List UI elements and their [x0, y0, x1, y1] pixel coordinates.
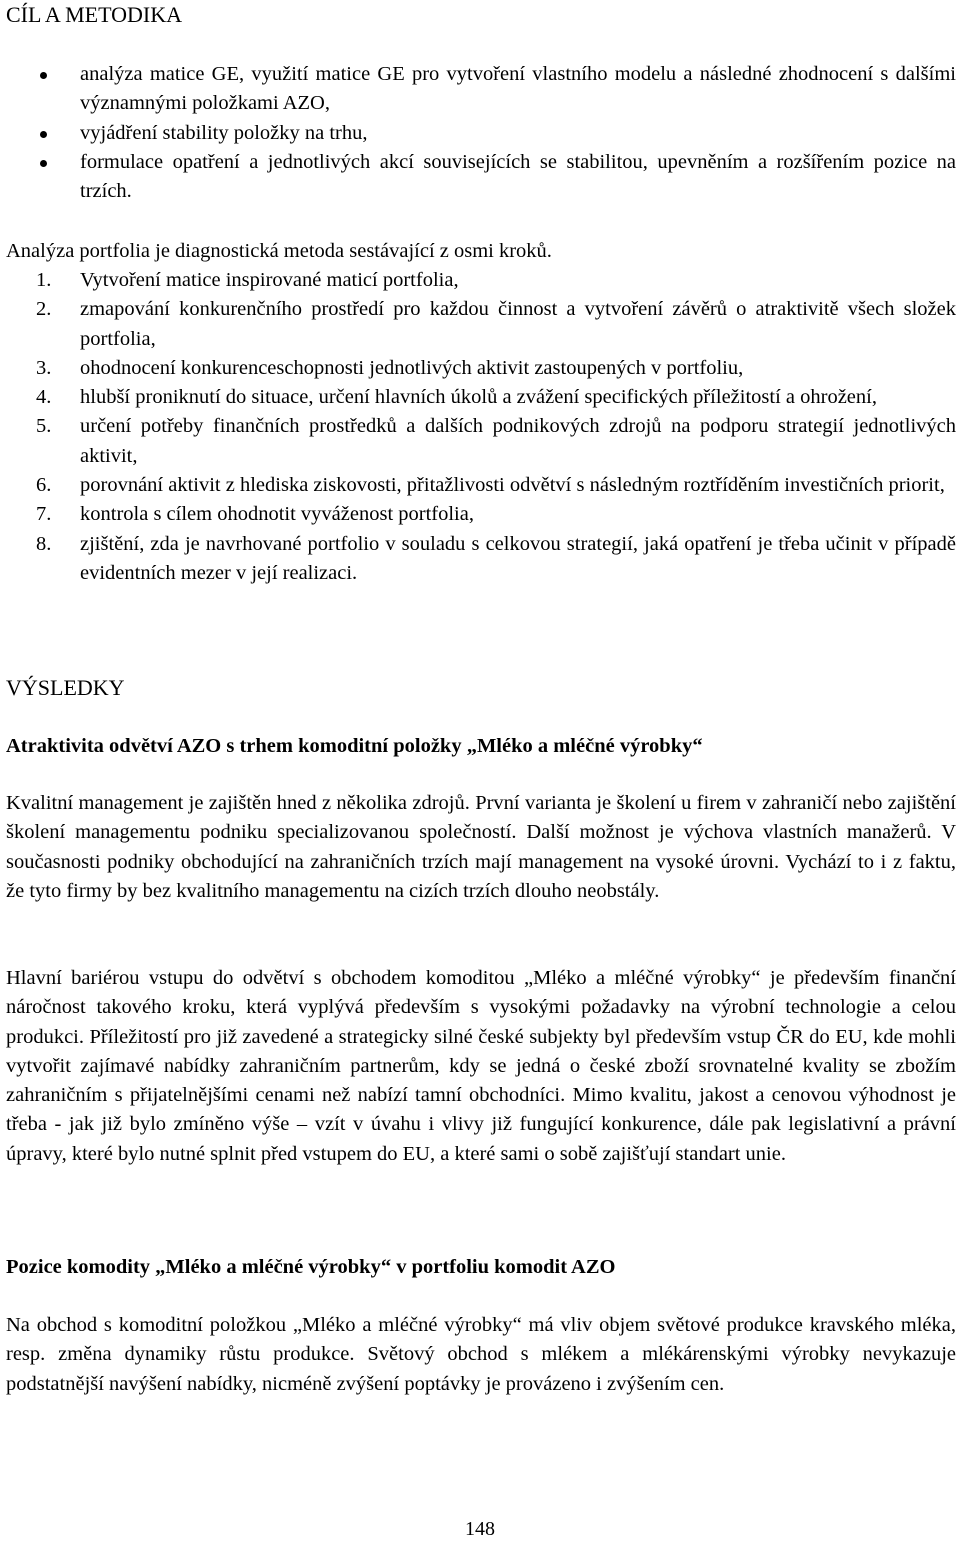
- paragraph-barrier: Hlavní bariérou vstupu do odvětví s obchodem komoditou „Mléko a mléčné výrobky“ je především finanční náročnost takového kroku, která vyplývá především s vysokými požadavky na výrobní technologie a celou produkci. Příležitostí pro již zavedené a strategicky silné české subjekty byl především vstup ČR do EU, kde mohli vytvořit zajímavé nabídky zahraničním partnerům, kdy se jedná o české zboží srovnatelné kvality se zbožím zahraničním s přijatelnějšími cenami než nabízí tamní obchodníci. Mimo kvalitu, jakost a cenovou výhodnost je třeba - jak již bylo zmíněno výše – vzít v úvahu i vlivy již fungující konkurence, dále pak legislativní a právní úpravy, které bylo nutné splnit před vstupem do EU, a které sami o sobě zajišťují standart unie.: [6, 967, 956, 1165]
- goal-text: analýza matice GE, využití matice GE pro vytvoření vlastního modelu a následné zhodnocení s dalšími významnými položkami AZO,: [80, 63, 956, 115]
- position-heading: Pozice komodity „Mléko a mléčné výrobky“ v portfoliu komodit AZO: [6, 1256, 616, 1278]
- step-item: [0, 295, 956, 354]
- step-item: [0, 412, 956, 471]
- step-number: 4.: [36, 386, 52, 409]
- step-number: 5.: [36, 415, 52, 438]
- step-text: zmapování konkurenčního prostředí pro každou činnost a vytvoření závěrů o atraktivitě všech složek portfolia,: [80, 298, 956, 350]
- step-item: [0, 266, 956, 295]
- step-item: [0, 471, 956, 500]
- goals-list: [0, 60, 956, 206]
- step-text: Vytvoření matice inspirované maticí portfolia,: [80, 269, 459, 291]
- step-number: 2.: [36, 298, 52, 321]
- step-text: porovnání aktivit z hlediska ziskovosti, přitažlivosti odvětví s následným roztříděním investičních priorit,: [80, 474, 945, 497]
- step-number: 7.: [36, 503, 52, 526]
- paragraph-trade: Na obchod s komoditní položkou „Mléko a mléčné výrobky“ má vliv objem světové produkce kravského mléka, resp. změna dynamiky růstu produkce. Světový obchod s mlékem a mlékárenskými výrobky nevykazuje podstatnější navýšení nabídky, nicméně zvýšení poptávky je provázeno i zvýšením cen.: [6, 1314, 956, 1395]
- step-text: určení potřeby finančních prostředků a dalších podnikových zdrojů na podporu strategií jednotlivých aktivit,: [80, 415, 956, 467]
- page-number: 148: [465, 1518, 495, 1540]
- section-title: CÍL A METODIKA: [6, 2, 182, 27]
- step-item: [0, 354, 956, 383]
- step-item: [0, 530, 956, 589]
- goal-item: [0, 60, 956, 119]
- step-item: [0, 383, 956, 412]
- steps-list: [0, 266, 956, 588]
- bullet-icon: [40, 160, 47, 167]
- step-item: [0, 500, 956, 529]
- step-text: hlubší proniknutí do situace, určení hlavních úkolů a zvážení specifických příležitostí a ohrožení,: [80, 386, 877, 409]
- attractiveness-heading: Atraktivita odvětví AZO s trhem komoditní položky „Mléko a mléčné výrobky“: [6, 735, 703, 757]
- goal-text: formulace opatření a jednotlivých akcí souvisejících se stabilitou, upevněním a rozšířením pozice na trzích.: [80, 150, 956, 203]
- step-number: 6.: [36, 474, 52, 497]
- results-title: VÝSLEDKY: [6, 675, 125, 700]
- step-number: 3.: [36, 356, 52, 379]
- step-number: 1.: [36, 269, 52, 291]
- step-text: zjištění, zda je navrhované portfolio v souladu s celkovou strategií, jaká opatření je třeba učinit v případě evidentních mezer v její realizaci.: [80, 532, 956, 584]
- bullet-icon: [40, 72, 47, 79]
- step-text: kontrola s cílem ohodnotit vyváženost portfolia,: [80, 503, 474, 526]
- step-number: 8.: [36, 532, 52, 555]
- goal-item: [0, 119, 956, 148]
- goal-text: vyjádření stability položky na trhu,: [80, 121, 368, 144]
- paragraph-management: Kvalitní management je zajištěn hned z několika zdrojů. První varianta je školení u firem v zahraničí nebo zajištění školení managementu podniku specializovanou společností. Další možnost je výchova vlastních manažerů. V současnosti podniky obchodující na zahraničních trzích mají management na vysoké úrovni. Vychází to i z faktu, že tyto firmy by bez kvalitního managementu na cizích trzích dlouho neobstály.: [6, 792, 956, 902]
- portfolio-intro: Analýza portfolia je diagnostická metoda sestávající z osmi kroků.: [6, 240, 552, 262]
- bullet-icon: [40, 131, 47, 138]
- step-text: ohodnocení konkurenceschopnosti jednotlivých aktivit zastoupených v portfoliu,: [80, 356, 744, 379]
- goal-item: [0, 148, 956, 207]
